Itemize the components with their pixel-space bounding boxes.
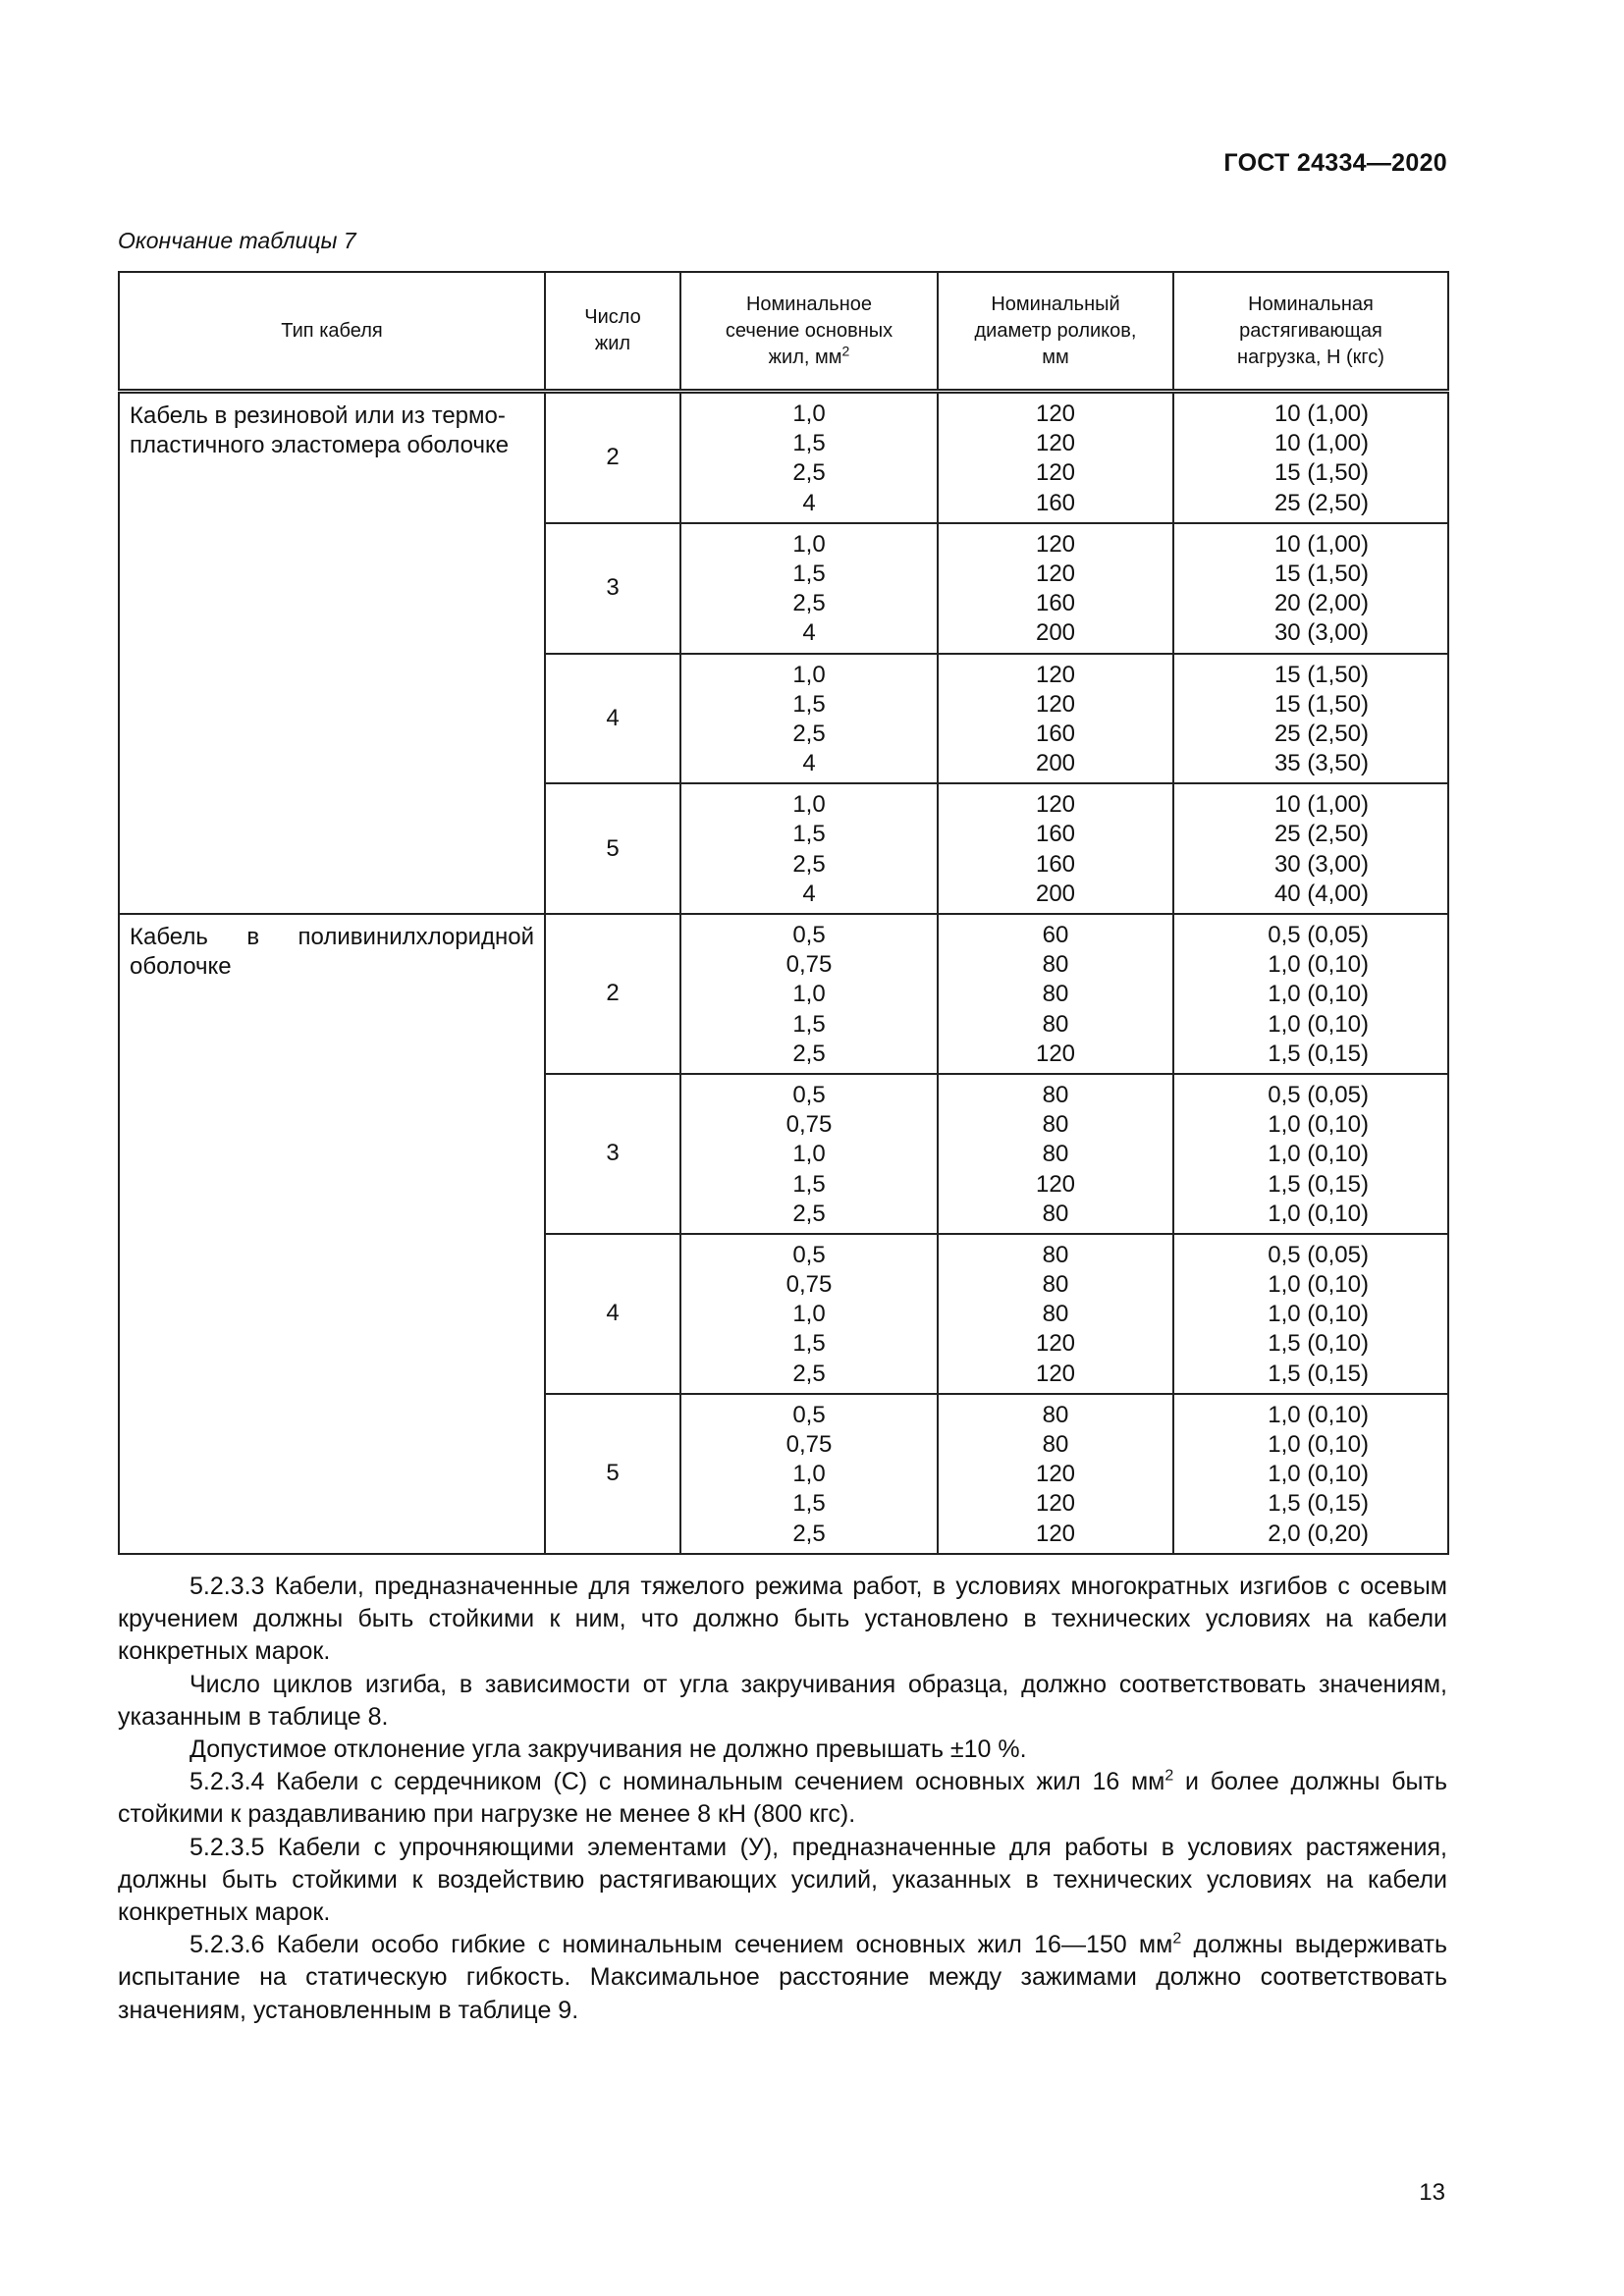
diameter-value: 120 <box>1035 530 1076 558</box>
paragraph-bend-cycles: Число циклов изгиба, в зависимости от угла закручивания образца, должно соответствовать значениям, указанным в таблице 8. <box>118 1670 1447 1731</box>
load-cell <box>1173 914 1448 1074</box>
section-value: 2,5 <box>792 720 826 747</box>
diameter-cell <box>938 914 1173 1074</box>
paragraph-text: 5.2.3.4 Кабели с сердечником (С) с номинальным сечением основных жил 16 мм <box>189 1768 1165 1796</box>
header-section-line: сечение основных <box>725 319 893 342</box>
load-value: 1,5 (0,15) <box>1268 1360 1369 1387</box>
section-cell <box>680 1234 938 1394</box>
section-value: 0,75 <box>785 1111 833 1139</box>
section-value: 0,5 <box>792 922 826 948</box>
load-value: 35 (3,50) <box>1273 750 1369 777</box>
paragraph-5-2-3-6 <box>118 1929 1447 2027</box>
load-value: 1,5 (0,15) <box>1268 1170 1369 1198</box>
load-value: 1,5 (0,15) <box>1268 1490 1369 1518</box>
diameter-cell <box>938 1234 1173 1394</box>
section-value: 2,5 <box>792 590 826 617</box>
diameter-value: 200 <box>1035 750 1076 777</box>
load-value: 0,5 (0,05) <box>1268 922 1369 948</box>
cable-table <box>118 271 1449 1555</box>
section-value: 1,0 <box>792 791 826 819</box>
diameter-cell <box>938 392 1173 523</box>
load-value: 25 (2,50) <box>1273 489 1369 516</box>
header-load-line: растягивающая <box>1239 319 1382 342</box>
load-value: 10 (1,00) <box>1273 530 1369 558</box>
section-value: 1,0 <box>792 1461 826 1488</box>
section-value: 4 <box>802 880 816 907</box>
load-value: 1,0 (0,10) <box>1268 1141 1369 1168</box>
header-cable-type-text: Тип кабеля <box>281 319 383 342</box>
section-value: 2,5 <box>792 1360 826 1387</box>
section-value: 1,0 <box>792 661 826 688</box>
table-body <box>119 392 1448 1554</box>
load-value: 1,0 (0,10) <box>1268 1431 1369 1458</box>
header-cores-line: жил <box>594 333 631 354</box>
load-cell <box>1173 1394 1448 1554</box>
load-value: 30 (3,00) <box>1273 850 1369 878</box>
section-value: 4 <box>802 489 816 516</box>
header-load-line: Номинальная <box>1248 293 1374 315</box>
superscript: 2 <box>1164 1767 1174 1785</box>
section-value: 1,5 <box>792 1010 826 1038</box>
load-value: 1,0 (0,10) <box>1268 1111 1369 1139</box>
cable-type-cell <box>119 914 545 1554</box>
section-value: 2,5 <box>792 1520 826 1547</box>
load-value: 1,0 (0,10) <box>1268 981 1369 1008</box>
section-cell <box>680 914 938 1074</box>
diameter-value: 120 <box>1035 1040 1076 1067</box>
section-cell <box>680 523 938 654</box>
load-value: 15 (1,50) <box>1273 459 1369 487</box>
diameter-value: 80 <box>1042 1301 1069 1328</box>
section-cell <box>680 783 938 914</box>
section-value: 1,0 <box>792 400 826 427</box>
paragraph-5-2-3-4 <box>118 1766 1447 1831</box>
section-value: 1,5 <box>792 821 826 848</box>
diameter-value: 160 <box>1035 720 1076 747</box>
diameter-value: 160 <box>1035 590 1076 617</box>
cores-cell: 3 <box>545 523 680 654</box>
section-value: 1,0 <box>792 1301 826 1328</box>
cable-type-line: Кабель в резиновой или из термо- <box>130 402 506 429</box>
header-section-superscript: 2 <box>841 342 850 358</box>
diameter-cell <box>938 1074 1173 1234</box>
diameter-value: 120 <box>1035 1330 1076 1358</box>
diameter-value: 80 <box>1042 1200 1069 1227</box>
diameter-value: 80 <box>1042 1081 1069 1108</box>
load-value: 10 (1,00) <box>1273 430 1369 457</box>
load-value: 1,0 (0,10) <box>1268 1010 1369 1038</box>
section-value: 1,5 <box>792 1490 826 1518</box>
diameter-cell <box>938 523 1173 654</box>
diameter-value: 120 <box>1035 1490 1076 1518</box>
header-diameter-line: диаметр роликов, <box>974 319 1137 342</box>
load-value: 40 (4,00) <box>1273 880 1369 907</box>
load-value: 15 (1,50) <box>1273 560 1369 587</box>
header-cable-type <box>119 272 545 392</box>
load-value: 25 (2,50) <box>1273 720 1369 747</box>
section-value: 0,5 <box>792 1081 826 1108</box>
load-value: 15 (1,50) <box>1273 690 1369 718</box>
page-number: 13 <box>1419 2179 1445 2206</box>
section-cell <box>680 1394 938 1554</box>
diameter-value: 120 <box>1035 791 1076 819</box>
load-cell <box>1173 1234 1448 1394</box>
load-cell <box>1173 783 1448 914</box>
load-value: 1,0 (0,10) <box>1268 1200 1369 1227</box>
table-caption: Окончание таблицы 7 <box>118 228 356 253</box>
section-cell <box>680 1074 938 1234</box>
header-diameter <box>938 272 1173 392</box>
section-value: 4 <box>802 619 816 647</box>
load-value: 0,5 (0,05) <box>1268 1241 1369 1268</box>
document-code: ГОСТ 24334—2020 <box>1223 149 1447 177</box>
load-value: 1,5 (0,10) <box>1268 1330 1369 1358</box>
table-row <box>119 392 1448 523</box>
section-value: 0,5 <box>792 1401 826 1428</box>
paragraph-text: 5.2.3.6 Кабели особо гибкие с номинальным сечением основных жил 16—150 мм <box>189 1931 1173 1959</box>
diameter-cell <box>938 654 1173 784</box>
cores-cell: 2 <box>545 392 680 523</box>
body-text <box>118 1571 1447 2027</box>
diameter-value: 80 <box>1042 1010 1069 1038</box>
load-value: 15 (1,50) <box>1273 661 1369 688</box>
section-value: 1,0 <box>792 530 826 558</box>
diameter-value: 80 <box>1042 1111 1069 1139</box>
header-section-line: Номинальное <box>745 293 873 315</box>
load-value: 1,0 (0,10) <box>1268 1271 1369 1299</box>
load-cell <box>1173 523 1448 654</box>
diameter-value: 120 <box>1035 430 1076 457</box>
cores-cell: 3 <box>545 1074 680 1234</box>
section-cell <box>680 392 938 523</box>
diameter-cell <box>938 1394 1173 1554</box>
cable-type-cell <box>119 392 545 915</box>
header-load <box>1173 272 1448 392</box>
section-value: 1,0 <box>792 981 826 1008</box>
section-value: 1,0 <box>792 1141 826 1168</box>
header-load-line: нагрузка, Н (кгс) <box>1237 346 1384 368</box>
diameter-value: 120 <box>1035 459 1076 487</box>
superscript: 2 <box>1172 1930 1182 1948</box>
section-value: 4 <box>802 750 816 777</box>
cable-type-line: оболочке <box>130 953 232 981</box>
diameter-value: 120 <box>1035 690 1076 718</box>
load-value: 1,0 (0,10) <box>1268 1401 1369 1428</box>
diameter-value: 80 <box>1042 951 1069 979</box>
cores-cell: 2 <box>545 914 680 1074</box>
header-diameter-line: Номинальный <box>991 293 1120 315</box>
table-container <box>118 271 1447 1555</box>
section-value: 2,5 <box>792 1200 826 1227</box>
cores-cell: 5 <box>545 783 680 914</box>
section-value: 0,5 <box>792 1241 826 1268</box>
header-cores-line: Число <box>584 306 641 328</box>
load-value: 0,5 (0,05) <box>1268 1081 1369 1108</box>
section-value: 1,5 <box>792 1330 826 1358</box>
section-value: 2,5 <box>792 1040 826 1067</box>
diameter-value: 80 <box>1042 1141 1069 1168</box>
diameter-value: 120 <box>1035 661 1076 688</box>
cable-type-line: пластичного эластомера оболочке <box>130 432 510 459</box>
paragraph-5-2-3-5: 5.2.3.5 Кабели с упрочняющими элементами (У), предназначенные для работы в условиях растяжения, должны быть стойкими к воздействию растягивающих усилий, указанных в технических условиях на кабели конкретных марок. <box>118 1833 1447 1927</box>
diameter-value: 160 <box>1035 489 1076 516</box>
paragraph-5-2-3-3: 5.2.3.3 Кабели, предназначенные для тяжелого режима работ, в условиях многократных изгибов с осевым кручением должны быть стойкими к ним, что должно быть установлено в технических условиях на кабели конкретных марок. <box>118 1573 1447 1666</box>
section-value: 1,5 <box>792 690 826 718</box>
load-value: 1,0 (0,10) <box>1268 951 1369 979</box>
diameter-value: 80 <box>1042 981 1069 1008</box>
table-header-row <box>119 272 1448 392</box>
diameter-value: 200 <box>1035 619 1076 647</box>
diameter-value: 160 <box>1035 821 1076 848</box>
diameter-value: 80 <box>1042 1431 1069 1458</box>
section-value: 0,75 <box>785 951 833 979</box>
load-value: 1,0 (0,10) <box>1268 1301 1369 1328</box>
paragraph-text: и более должны быть стойкими к раздавливанию при нагрузке не менее 8 кН (800 кгс). <box>118 1768 1447 1829</box>
header-diameter-line: мм <box>1042 346 1069 368</box>
diameter-value: 120 <box>1035 400 1076 427</box>
section-value: 2,5 <box>792 850 826 878</box>
header-cores <box>545 272 680 392</box>
diameter-value: 160 <box>1035 850 1076 878</box>
diameter-value: 120 <box>1035 1170 1076 1198</box>
load-cell <box>1173 1074 1448 1234</box>
load-value: 10 (1,00) <box>1273 791 1369 819</box>
load-cell <box>1173 392 1448 523</box>
diameter-value: 200 <box>1035 880 1076 907</box>
diameter-value: 60 <box>1042 922 1069 948</box>
section-value: 1,5 <box>792 560 826 587</box>
paragraph-text: должны выдерживать испытание на статическую гибкость. Максимальное расстояние между зажимами должно соответствовать значениям, установленным в таблице 9. <box>118 1931 1447 2024</box>
section-value: 0,75 <box>785 1271 833 1299</box>
load-value: 25 (2,50) <box>1273 821 1369 848</box>
section-cell <box>680 654 938 784</box>
header-section <box>680 272 938 392</box>
section-value: 1,5 <box>792 1170 826 1198</box>
diameter-value: 80 <box>1042 1271 1069 1299</box>
paragraph-tolerance: Допустимое отклонение угла закручивания не должно превышать ±10 %. <box>189 1735 1027 1764</box>
diameter-value: 80 <box>1042 1241 1069 1268</box>
header-section-line: жил, мм <box>768 346 842 368</box>
load-value: 10 (1,00) <box>1273 400 1369 427</box>
cores-cell: 5 <box>545 1394 680 1554</box>
load-value: 1,5 (0,15) <box>1268 1040 1369 1067</box>
cores-cell: 4 <box>545 654 680 784</box>
cores-cell: 4 <box>545 1234 680 1394</box>
table-row <box>119 914 1448 1074</box>
load-cell <box>1173 654 1448 784</box>
load-value: 1,0 (0,10) <box>1268 1461 1369 1488</box>
diameter-value: 80 <box>1042 1401 1069 1428</box>
diameter-value: 120 <box>1035 1360 1076 1387</box>
section-value: 2,5 <box>792 459 826 487</box>
section-value: 1,5 <box>792 430 826 457</box>
load-value: 30 (3,00) <box>1273 619 1369 647</box>
diameter-cell <box>938 783 1173 914</box>
section-value: 0,75 <box>785 1431 833 1458</box>
diameter-value: 120 <box>1035 1520 1076 1547</box>
cable-type-line: Кабель в поливинилхлоридной <box>130 924 534 950</box>
diameter-value: 120 <box>1035 560 1076 587</box>
diameter-value: 120 <box>1035 1461 1076 1488</box>
load-value: 20 (2,00) <box>1273 590 1369 617</box>
load-value: 2,0 (0,20) <box>1268 1520 1369 1547</box>
